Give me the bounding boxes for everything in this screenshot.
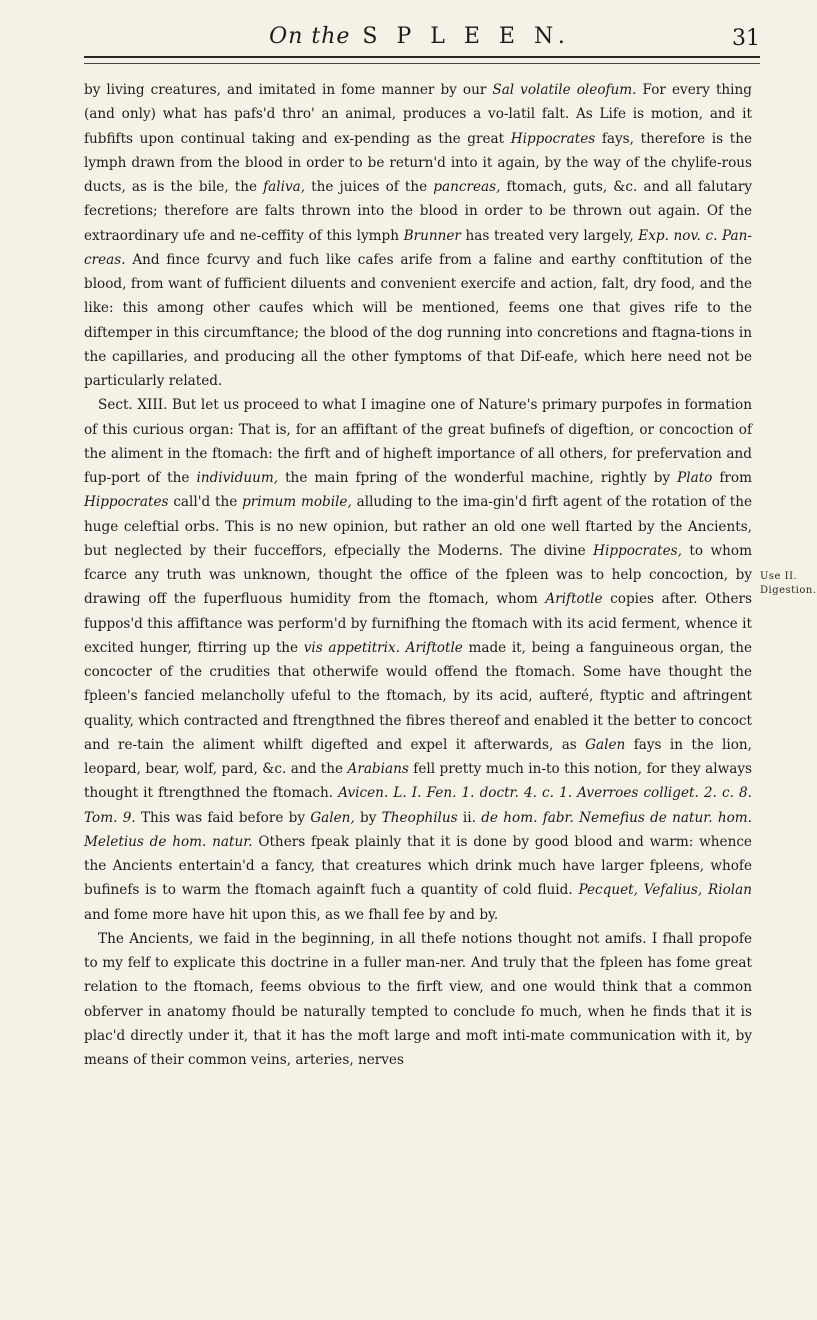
text-run-italic: Exp. nov. c. Pan-creas.	[84, 227, 752, 268]
text-run-italic: Galen,	[310, 809, 355, 826]
text-run: to whom fcarce any truth was unknown, thought the office of the fpleen was to help concoction, by drawing off the fuperfluous humidity from the ftomach, whom	[84, 542, 752, 608]
text-run-italic: pancreas,	[433, 179, 501, 195]
text-run: from	[712, 470, 752, 486]
text-run: the main fpring of the wonderful machine, rightly by	[278, 470, 678, 486]
text-run: For every thing (and only) what has pafs'd thro' an animal, produces a vo-latil falt. As Life is motion, and it fubfifts upon continual taking and ex-pending as the great	[84, 82, 752, 147]
text-run-italic: Ariftotle	[545, 591, 603, 608]
text-run-italic: individuum,	[196, 470, 279, 486]
text-run-italic: Galen	[585, 736, 626, 753]
text-run-italic: Theophilus	[381, 809, 458, 826]
text-run: made it, being a fanguineous organ, the concocter of the crudities that otherwife would offend the ftomach. Some have thought the fpleen's fancied melancholly ufeful to the ftomach, by its acid, aufteré, ftyptic and aftringent quality, which contracted and ftrengthned the fibres thereof and enabled it the better to concoct and re-tain the aliment whilft digefted and expel it afterwards, as	[84, 639, 752, 753]
margin-note-use: Use II.	[760, 571, 798, 582]
body-text	[84, 78, 752, 1072]
margin-note	[760, 570, 817, 598]
text-run: copies after. Others fuppos'd this affiftance was perform'd by furnifhing the ftomach with its acid ferment, whence it excited hunger, ftirring up the	[84, 591, 753, 656]
text-run: by living creatures, and imitated in fome manner by our	[84, 82, 493, 98]
text-run-italic: Plato	[677, 470, 713, 486]
text-run-italic: Brunner	[403, 227, 461, 244]
text-run-italic: Pecquet, Vefalius, Riolan	[578, 882, 753, 899]
paragraph-1	[84, 78, 752, 393]
text-run-italic: Hippocrates,	[593, 542, 682, 559]
header-rule-thick	[84, 56, 760, 58]
text-run-italic: primum mobile,	[242, 494, 352, 511]
text-run: alluding to the ima-gin'd firft agent of the rotation of the huge celeftial orbs. This is no new opinion, but rather an old one well ftarted by the Ancients, but neglected by their fucceffors, efpecially the Moderns. The divine	[84, 494, 753, 559]
text-run: ii.	[457, 809, 482, 826]
paragraph-3	[84, 927, 752, 1073]
text-run: The Ancients, we faid in the beginning, in all thefe notions thought not amifs. I fhall propofe to my felf to explicate this doctrine in a fuller man-ner. And truly that the fpleen has fome great relation to the ftomach, feems obvious to the firft view, and one would think that a common obferver in anatomy fhould be naturally tempted to conclude fo much, when he finds that it is plac'd directly under it, that it has the moft large and moft inti-mate communication with it, by means of their common veins, arteries, nerves	[84, 930, 752, 1068]
text-run: by	[354, 809, 382, 826]
text-run: This was faid before by	[135, 809, 311, 826]
paragraph-2	[84, 393, 752, 927]
text-run-italic: faliva,	[263, 179, 306, 195]
text-run: has treated very largely,	[460, 227, 639, 244]
running-title	[80, 24, 760, 49]
running-title-prefix: On the	[269, 24, 351, 49]
header-rule-thin	[84, 63, 760, 64]
text-run-italic: Arabians	[347, 761, 409, 777]
text-run-italic: de hom. fabr. Nemefius de natur. hom. Meletius de hom. natur.	[84, 809, 752, 850]
text-run-italic: Avicen. L. I. Fen. 1. doctr. 4. c. 1. Averroes colliget. 2. c. 8. Tom. 9.	[84, 785, 752, 826]
text-run-italic: vis appetitrix. Ariftotle	[303, 639, 463, 656]
text-run-italic: Hippocrates	[84, 494, 169, 511]
margin-note-digestion: Digestion.	[760, 585, 817, 596]
text-run: and fome more have hit upon this, as we fhall fee by and by.	[84, 906, 499, 923]
text-run: the juices of the	[305, 179, 434, 195]
text-run-italic: Hippocrates	[510, 130, 596, 147]
text-run: call'd the	[168, 494, 243, 511]
running-title-subject: S P L E E N.	[362, 24, 571, 49]
page-number: 31	[732, 26, 760, 51]
text-run: And fince fcurvy and fuch like cafes arife from a faline and earthy conftitution of the blood, from want of fufficient diluents and convenient exercife and action, falt, dry food, and the like: this among other caufes which will be mentioned, feems one that gives rife to the diftemper in this circumftance; the blood of the dog running into concretions and ftagna-tions in the capillaries, and producing all the other fymptoms of that Dif-eafe, which here need not be particularly related.	[84, 251, 752, 389]
running-head	[80, 20, 760, 54]
text-run-italic: Sal volatile oleofum.	[492, 82, 637, 98]
text-run: ftomach, guts, &c. and all falutary fecretions; therefore are falts thrown into the blood in order to be thrown out again. Of the extraordinary ufe and ne-ceffity of this lymph	[84, 179, 752, 244]
text-run: Others fpeak plainly that it is done by good blood and warm: whence the Ancients entertain'd a fancy, that creatures which drink much have larger fpleens, whofe bufinefs is to warm the ftomach againft fuch a quantity of cold fluid.	[84, 833, 752, 899]
text-run: fays, therefore is the lymph drawn from the blood in order to be return'd into it again, by the way of the chylife-rous ducts, as is the bile, the	[84, 130, 752, 195]
text-run: Sect. XIII. But let us proceed to what I imagine one of Nature's primary purpofes in formation of this curious organ: That is, for an affiftant of the great bufinefs of digeftion, or concoction of the aliment in the ftomach: the firft and of higheft importance of all others, for prefervation and fup-port of the	[84, 397, 752, 486]
text-run: fell pretty much in-to this notion, for they always thought it ftrengthned the ftomach.	[84, 761, 752, 802]
text-run: fays in the lion, leopard, bear, wolf, pard, &c. and the	[84, 736, 752, 777]
